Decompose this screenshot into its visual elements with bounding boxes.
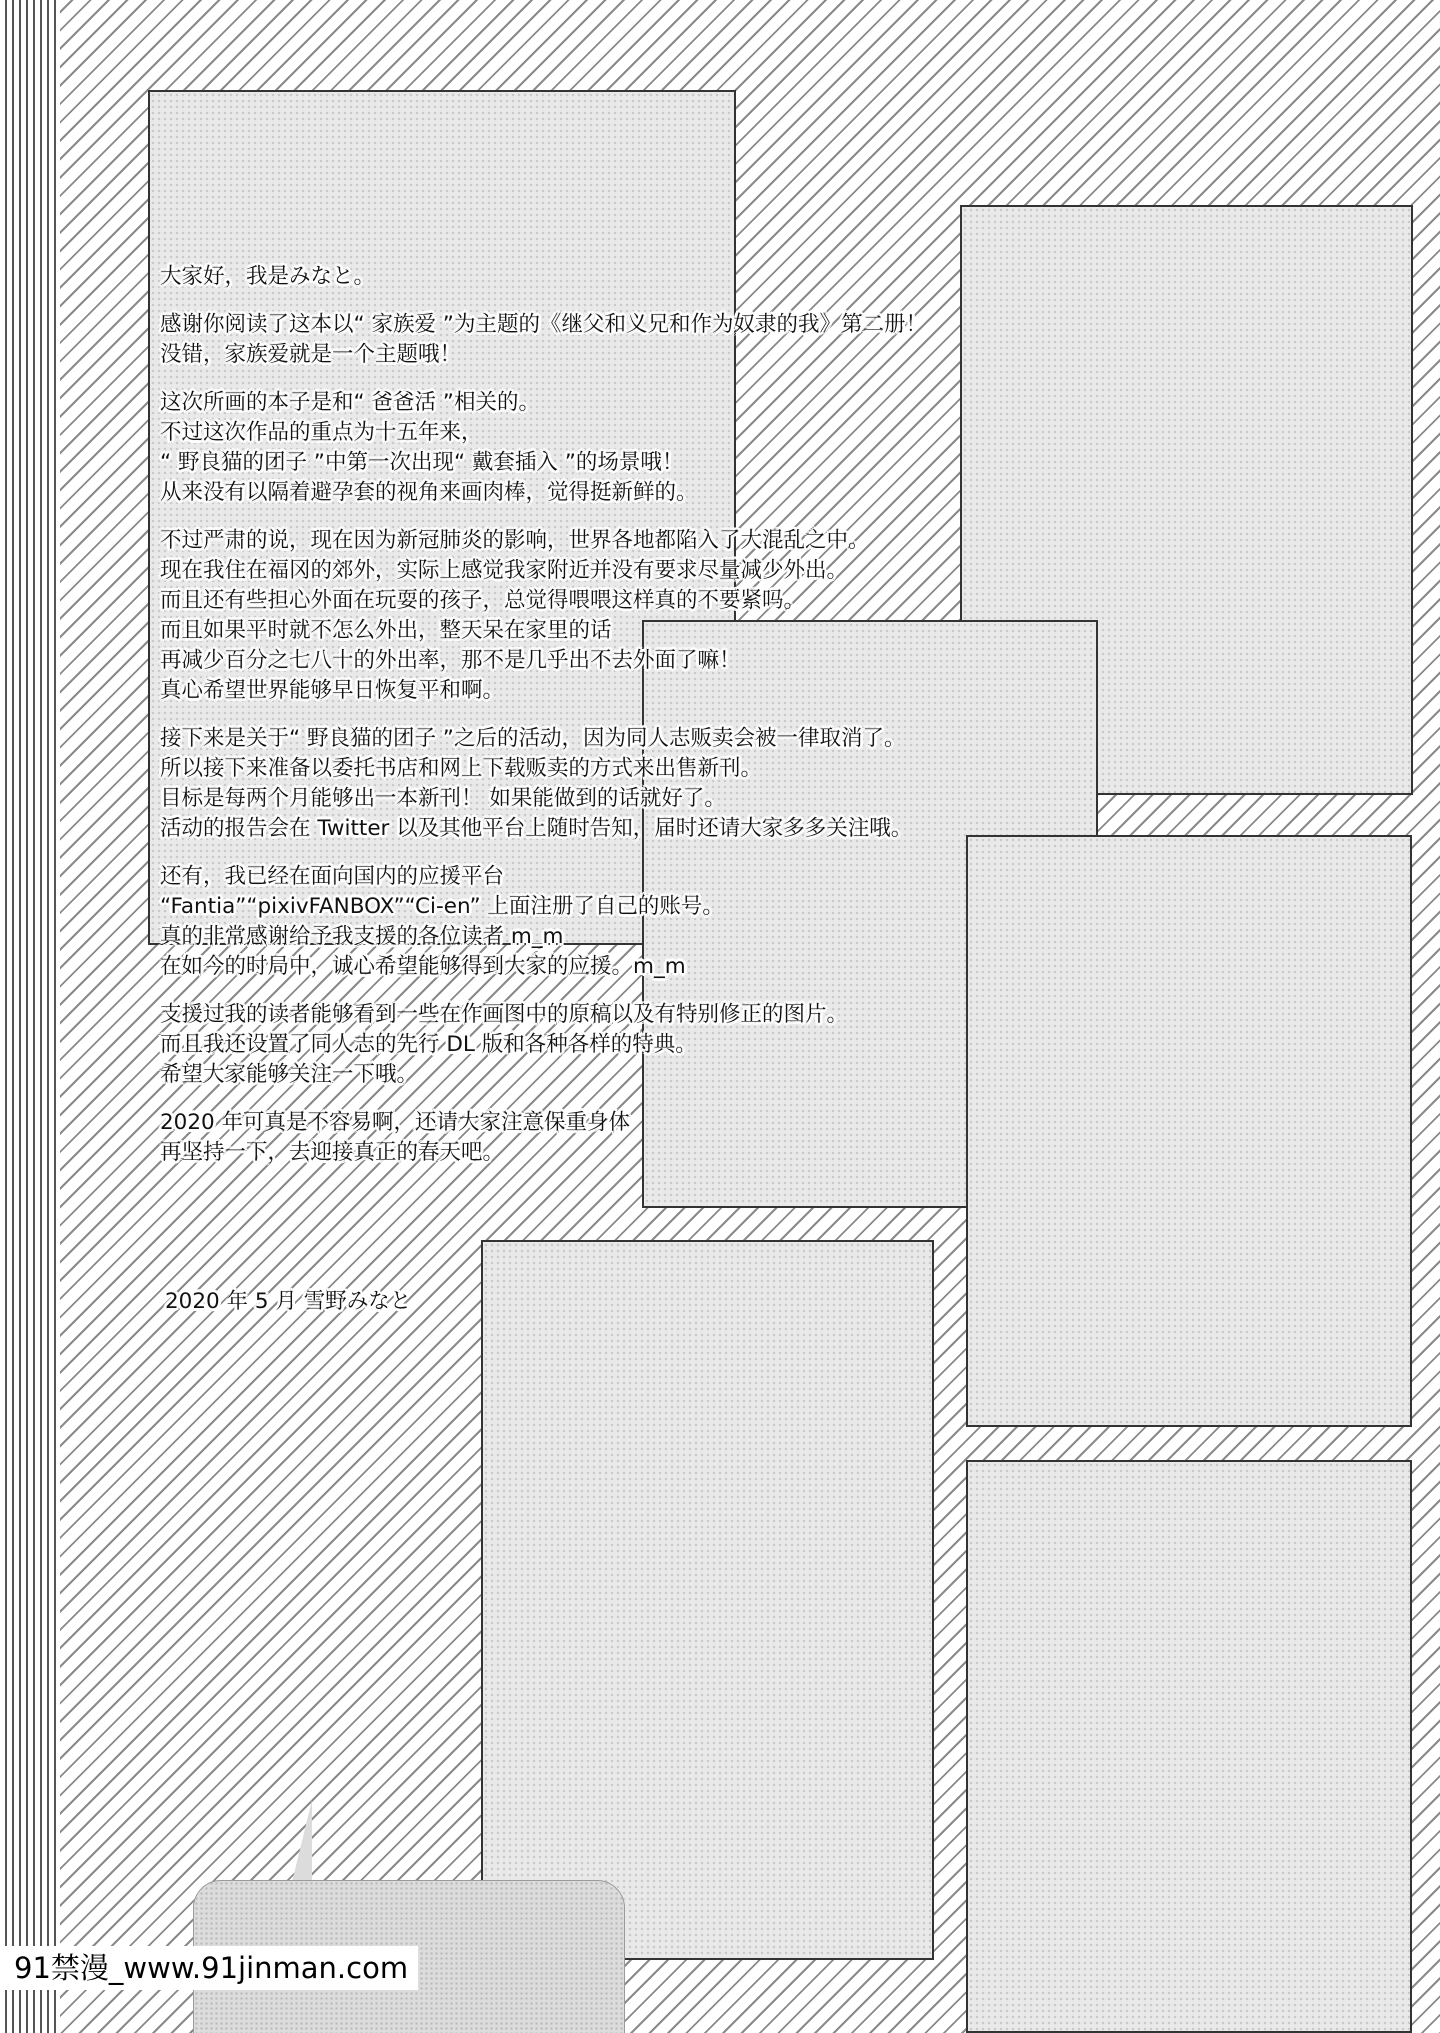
text-line: 而且还有些担心外面在玩耍的孩子，总觉得喂喂这样真的不要紧吗。 (160, 588, 806, 613)
text-line: 现在我住在福冈的郊外，实际上感觉我家附近并没有要求尽量减少外出。 (160, 558, 849, 583)
text-line: 支援过我的读者能够看到一些在作画图中的原稿以及有特别修正的图片。 (160, 1002, 849, 1027)
text-line: 真的非常感谢给予我支援的各位读者 m_m (160, 924, 564, 949)
text-line: 大家好，我是みなと。 (160, 264, 376, 289)
comic-panel-6 (966, 1460, 1412, 2033)
text-line: 而且我还设置了同人志的先行 DL 版和各种各样的特典。 (160, 1032, 697, 1057)
text-line: 在如今的时局中，诚心希望能够得到大家的应援。m_m (160, 954, 686, 979)
comic-panel-5 (481, 1240, 934, 1960)
signature-date: 2020 年 5 月 雪野みなと (165, 1289, 412, 1314)
paragraph-supporter-perks (160, 1000, 1160, 1090)
paragraph-greeting (160, 262, 1160, 292)
text-line: 所以接下来准备以委托书店和网上下载贩卖的方式来出售新刊。 (160, 756, 763, 781)
text-line: 再减少百分之七八十的外出率，那不是几乎出不去外面了嘛！ (160, 648, 741, 673)
text-line: “ 野良猫的团子 ”中第一次出现“ 戴套插入 ”的场景哦！ (160, 450, 684, 475)
text-line: 感谢你阅读了这本以“ 家族爱 ”为主题的《继父和义兄和作为奴隶的我》第二册！ (160, 312, 927, 337)
text-line: 再坚持一下，去迎接真正的春天吧。 (160, 1140, 505, 1165)
paragraph-activities (160, 724, 1160, 844)
paragraph-pandemic (160, 526, 1160, 706)
text-line: 从来没有以隔着避孕套的视角来画肉棒，觉得挺新鲜的。 (160, 480, 698, 505)
speech-bubble-tail (290, 1800, 312, 1890)
text-line: 没错，家族爱就是一个主题哦！ (160, 342, 462, 367)
text-line: 接下来是关于“ 野良猫的团子 ”之后的活动，因为同人志贩卖会被一律取消了。 (160, 726, 906, 751)
watermark-banner: 91禁漫_www.91jinman.com (4, 1946, 418, 1990)
paragraph-closing (160, 1108, 1160, 1168)
text-line: 这次所画的本子是和“ 爸爸活 ”相关的。 (160, 390, 540, 415)
paragraph-this-book (160, 388, 1160, 508)
text-line: 目标是每两个月能够出一本新刊！ 如果能做到的话就好了。 (160, 786, 726, 811)
text-line: 而且如果平时就不怎么外出，整天呆在家里的话 (160, 618, 612, 643)
left-edge-lines (0, 0, 60, 2033)
text-line: 不过这次作品的重点为十五年来， (160, 420, 483, 445)
text-line: 不过严肃的说，现在因为新冠肺炎的影响，世界各地都陷入了大混乱之中。 (160, 528, 870, 553)
text-line: “Fantia”“pixivFANBOX”“Ci-en” 上面注册了自己的账号。 (160, 894, 724, 919)
text-line: 活动的报告会在 Twitter 以及其他平台上随时告知，届时还请大家多多关注哦。 (160, 816, 913, 841)
text-line: 真心希望世界能够早日恢复平和啊。 (160, 678, 505, 703)
text-line: 2020 年可真是不容易啊，还请大家注意保重身体 (160, 1110, 631, 1135)
text-line: 希望大家能够关注一下哦。 (160, 1062, 419, 1087)
afterword-text (160, 262, 1160, 1186)
text-line: 还有，我已经在面向国内的应援平台 (160, 864, 505, 889)
paragraph-support-platforms (160, 862, 1160, 982)
paragraph-thanks (160, 310, 1160, 370)
